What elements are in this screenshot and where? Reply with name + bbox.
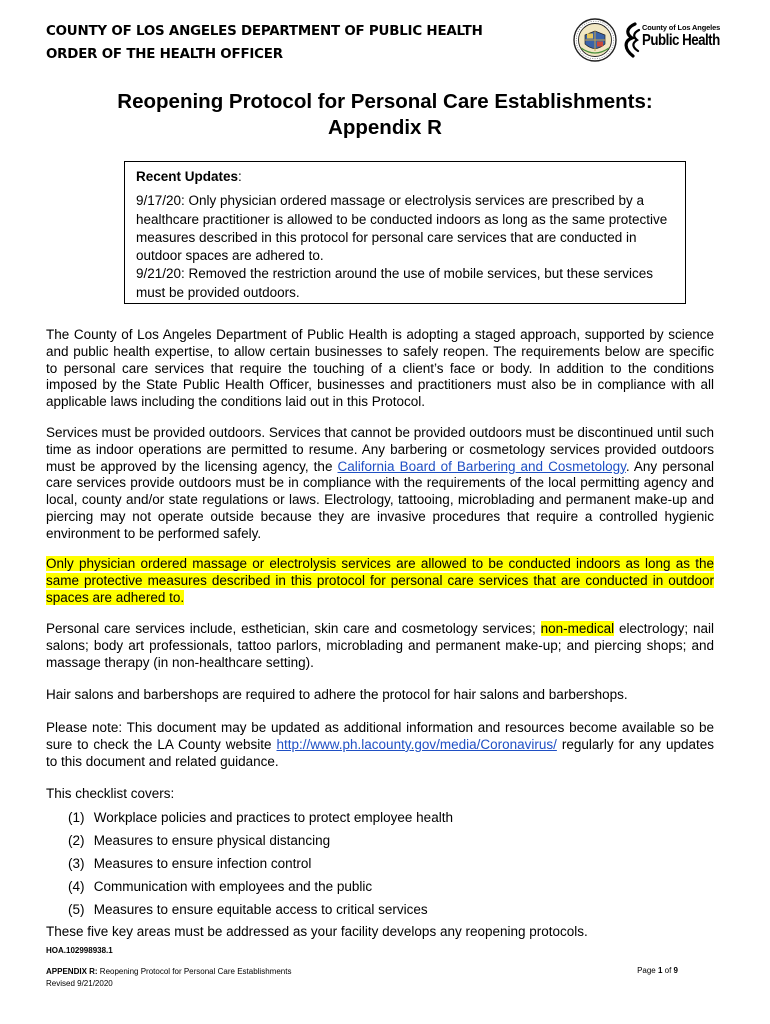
please-note-paragraph — [46, 720, 714, 770]
paragraph-4-text-a: Personal care services include, esthetician, skin care and cosmetology services; — [46, 621, 541, 636]
document-header — [46, 20, 483, 66]
list-item-text: Measures to ensure infection control — [93, 856, 312, 871]
paragraph-4 — [46, 621, 714, 671]
page-number — [637, 966, 678, 975]
county-seal-icon — [573, 18, 617, 62]
footer-appendix-label: APPENDIX R: — [46, 967, 98, 976]
list-item-number: (2) — [68, 833, 85, 848]
page-current: 1 — [657, 966, 663, 975]
intro-paragraph — [46, 327, 714, 411]
hair-salons-paragraph — [46, 687, 714, 704]
footer-appendix-line — [46, 966, 291, 978]
title-line-2: Appendix R — [328, 116, 442, 139]
public-health-logo — [620, 20, 728, 60]
paragraph-6-text-a: Please note: This document may be updated as additional information and resources become available so be sure to check the LA County website — [46, 720, 714, 752]
board-of-barbering-link[interactable]: California Board of Barbering and Cosmetology — [337, 458, 626, 474]
paragraph-6 — [46, 720, 714, 770]
recent-updates-box — [124, 161, 686, 304]
update-entry-2: 9/21/20: Removed the restriction around the use of mobile services, but these services must be provided outdoors. — [136, 266, 654, 300]
paragraph-4-text-b: electrology; nail salons; body art professionals, tattoo parlors, microblading and permanent make-up; and piercing shops; and massage therapy (in non-healthcare setting). — [46, 621, 714, 670]
list-item — [68, 852, 453, 875]
page-total: 9 — [673, 966, 678, 975]
title-line-1: Reopening Protocol for Personal Care Establishments: — [117, 90, 653, 113]
page-title — [60, 89, 710, 141]
page-word: Page — [637, 966, 658, 975]
page-of-word: of — [662, 966, 674, 975]
list-item-number: (1) — [68, 810, 85, 825]
list-item-text: Measures to ensure physical distancing — [93, 833, 331, 848]
paragraph-2-text-a: Services must be provided outdoors. Services that cannot be provided outdoors must be discontinued until such time as indoor operations are permitted to resume. Any barbering or cosmetology services provided outdoors must be approved by the licensing agency, the — [46, 425, 714, 474]
list-item-text: Communication with employees and the public — [93, 879, 373, 894]
highlighted-text: Only physician ordered massage or electrolysis services are allowed to be conducted indoors as long as the same protective measures described in this protocol for personal care services that are conducted in outdoor spaces are adhered to. — [46, 556, 714, 605]
header-line-1: COUNTY OF LOS ANGELES DEPARTMENT OF PUBLIC HEALTH — [46, 24, 483, 39]
list-item-number: (5) — [68, 902, 85, 917]
paragraph-2-text-b: . Any personal care services provide outdoors must be in compliance with the requirements of the local permitting agency and local, county and/or state regulations or laws. Electrology, tattooing, microblading and permanent make-up and piercing may not operate outside because they are invasive procedures that require a controlled hygienic environment to be performed safely. — [46, 458, 714, 541]
document-id: HOA.102998938.1 — [46, 946, 113, 955]
footer-left — [46, 966, 291, 990]
checklist — [68, 806, 453, 921]
list-item-text: Measures to ensure equitable access to critical services — [93, 902, 428, 917]
list-item — [68, 829, 453, 852]
paragraph-7: This checklist covers: — [46, 786, 175, 801]
recent-updates-label: Recent Updates — [136, 169, 239, 184]
closing-sentence: These five key areas must be addressed as your facility develops any reopening protocols. — [46, 924, 588, 939]
list-item-number: (3) — [68, 856, 85, 871]
non-medical-highlight: non-medical — [540, 621, 615, 636]
services-included-paragraph — [46, 621, 714, 671]
paragraph-5: Hair salons and barbershops are required to adhere the protocol for hair salons and barbershops. — [46, 687, 628, 702]
recent-updates-heading — [136, 168, 675, 186]
footer-revised-date: Revised 9/21/2020 — [46, 979, 113, 988]
indoor-exception-paragraph — [46, 556, 714, 606]
la-county-website-link[interactable]: http://www.ph.lacounty.gov/media/Coronavirus/ — [276, 736, 557, 752]
list-item — [68, 875, 453, 898]
logo-public-health-text: Public Health — [642, 32, 720, 49]
outdoor-services-paragraph — [46, 425, 714, 543]
update-entry-1: 9/17/20: Only physician ordered massage or electrolysis services are prescribed by a healthcare practitioner is allowed to be conducted indoors as long as the same protective measures described in this protocol for personal care services that are conducted in outdoor spaces are adhered to. — [136, 193, 668, 264]
list-item — [68, 898, 453, 921]
paragraph-6-text-b: regularly for any updates to this document and related guidance. — [46, 736, 715, 769]
footer-appendix-text: Reopening Protocol for Personal Care Establishments — [97, 967, 292, 976]
logo-county-text: County of Los Angeles — [642, 23, 721, 32]
checklist-intro — [46, 786, 714, 803]
list-item-text: Workplace policies and practices to protect employee health — [93, 810, 453, 825]
recent-updates-colon: : — [238, 169, 242, 184]
list-item-number: (4) — [68, 879, 85, 894]
public-health-mark-icon — [620, 22, 642, 58]
paragraph-3 — [46, 556, 714, 606]
paragraph-2 — [46, 425, 714, 543]
paragraph-1: The County of Los Angeles Department of Public Health is adopting a staged approach, supported by science and public health expertise, to allow certain businesses to safely reopen. The requirements below are specific to personal care services that require the touching of a client’s face or body. In addition to the conditions imposed by the State Public Health Officer, businesses and practitioners must also be in compliance with all applicable laws including the conditions laid out in this Protocol. — [46, 327, 714, 410]
header-line-2: ORDER OF THE HEALTH OFFICER — [46, 47, 283, 62]
list-item — [68, 806, 453, 829]
